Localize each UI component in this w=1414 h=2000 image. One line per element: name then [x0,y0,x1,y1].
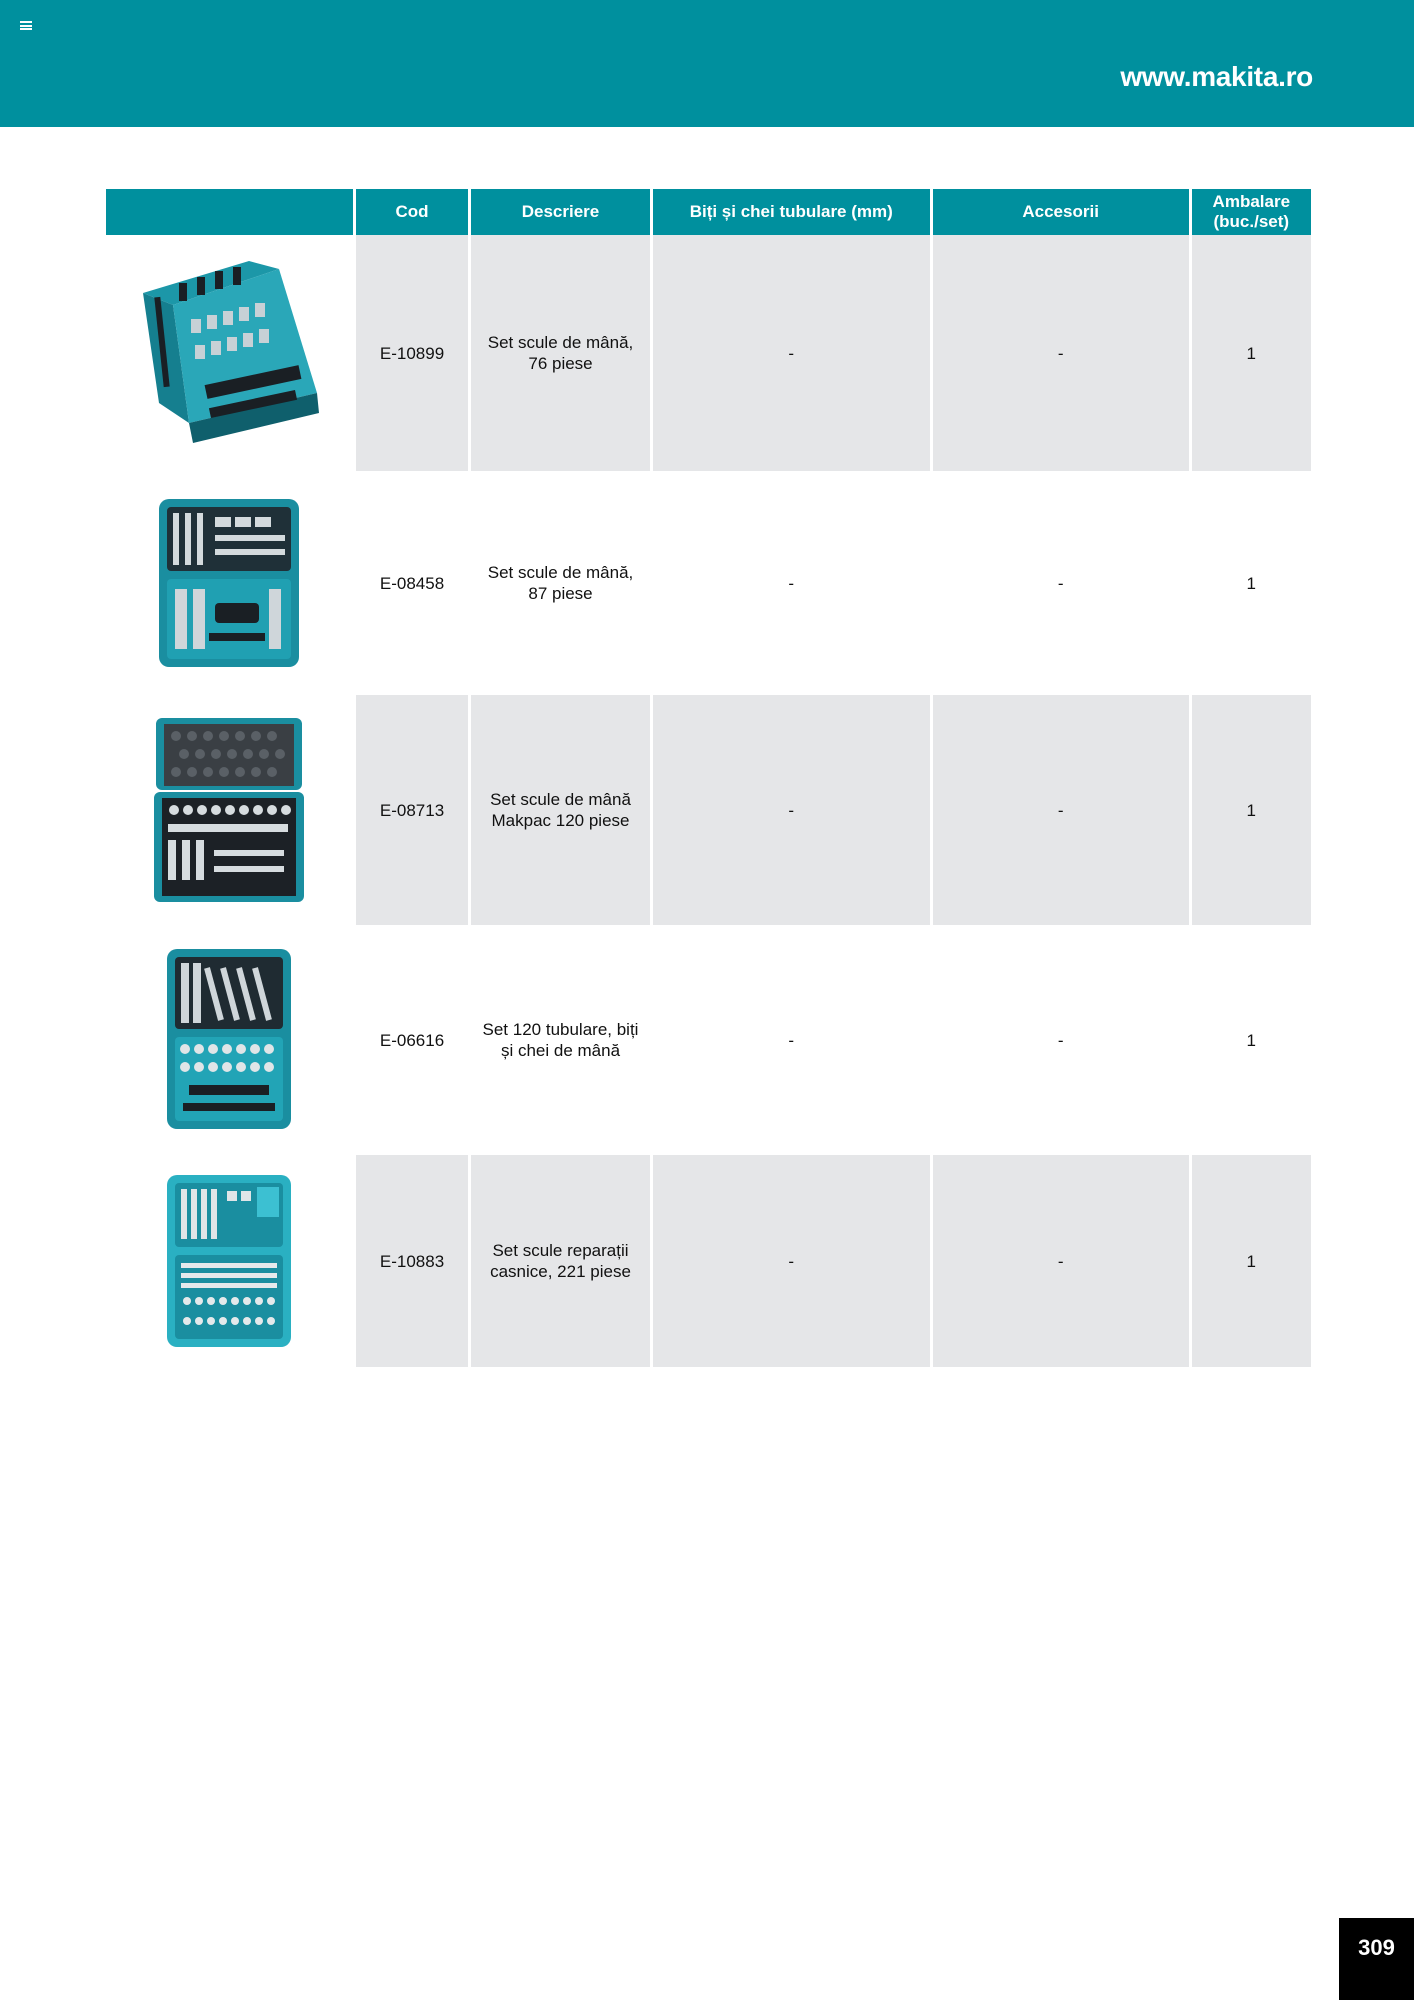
cod-cell: E-08458 [356,471,468,695]
product-image [106,235,353,471]
ambalare-label: Ambalare [1212,192,1291,211]
menu-icon[interactable] [20,21,32,30]
toolcase-open-icon [139,493,319,673]
page-number: 309 [1339,1918,1414,2000]
descriere-line: 76 piese [528,354,593,373]
descriere-cell [471,471,650,695]
descriere-cell [471,695,650,925]
toolcase-tray-icon [129,253,329,453]
toolcase-open-icon [149,945,309,1135]
product-image [106,1155,353,1367]
toolcase-open-icon [149,1171,309,1351]
descriere-cell [471,235,650,471]
table-row [106,1155,1311,1367]
col-header-ambalare [1192,189,1311,235]
descriere-cell [471,925,650,1155]
makpac-case-icon [144,710,314,910]
accesorii-cell: - [933,925,1189,1155]
biti-cell: - [653,925,930,1155]
descriere-line: Makpac 120 piese [491,811,630,830]
col-header-cod: Cod [356,189,468,235]
ambalare-cell: 1 [1192,471,1311,695]
ambalare-unit: (buc./set) [1213,212,1290,231]
product-image [106,925,353,1155]
table-row [106,235,1311,471]
col-header-biti: Biți și chei tubulare (mm) [653,189,930,235]
col-header-image [106,189,353,235]
table-header-row [106,189,1311,235]
cod-cell: E-08713 [356,695,468,925]
product-table [103,189,1314,1367]
descriere-line: casnice, 221 piese [490,1262,631,1281]
table-row [106,925,1311,1155]
header-band [0,0,1414,127]
descriere-line: Set 120 tubulare, biți [482,1020,639,1039]
descriere-cell [471,1155,650,1367]
descriere-line: 87 piese [528,584,593,603]
biti-cell: - [653,1155,930,1367]
ambalare-cell: 1 [1192,235,1311,471]
accesorii-cell: - [933,471,1189,695]
accesorii-cell: - [933,1155,1189,1367]
ambalare-cell: 1 [1192,1155,1311,1367]
descriere-line: și chei de mână [500,1041,621,1060]
ambalare-cell: 1 [1192,925,1311,1155]
accesorii-cell: - [933,235,1189,471]
product-image [106,695,353,925]
product-image [106,471,353,695]
biti-cell: - [653,471,930,695]
descriere-line: Set scule reparații [492,1241,629,1260]
site-url[interactable]: www.makita.ro [1120,61,1313,92]
cod-cell: E-10883 [356,1155,468,1367]
descriere-line: Set scule de mână [490,790,631,809]
cod-cell: E-10899 [356,235,468,471]
table-row [106,471,1311,695]
descriere-line: Set scule de mână, [487,333,634,352]
col-header-accesorii: Accesorii [933,189,1189,235]
ambalare-cell: 1 [1192,695,1311,925]
cod-cell: E-06616 [356,925,468,1155]
accesorii-cell: - [933,695,1189,925]
descriere-line: Set scule de mână, [487,563,634,582]
biti-cell: - [653,695,930,925]
biti-cell: - [653,235,930,471]
table-row [106,695,1311,925]
col-header-descriere: Descriere [471,189,650,235]
